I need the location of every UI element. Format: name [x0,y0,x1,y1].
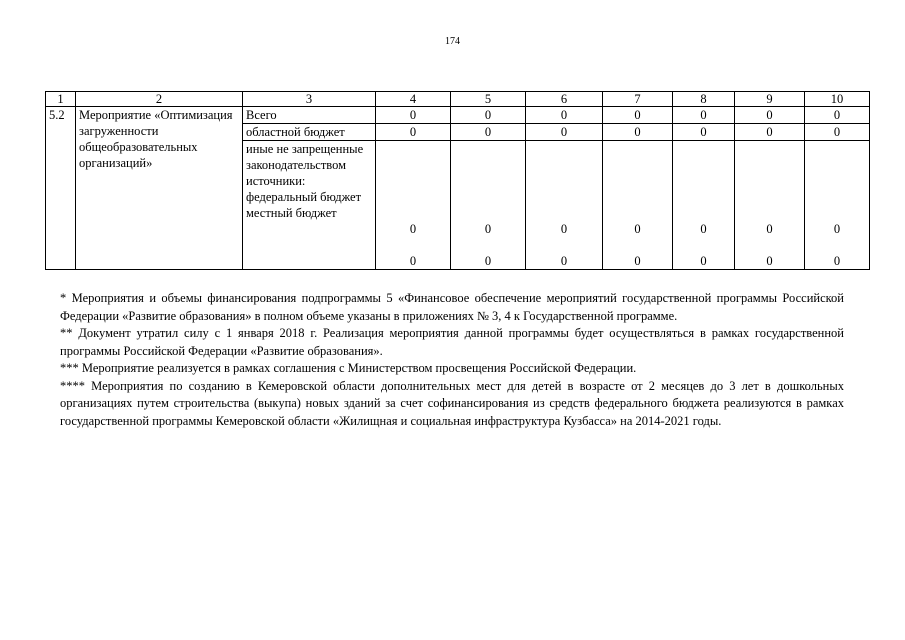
value-cell: 0 [673,124,735,141]
header-cell: 10 [805,92,870,107]
page-number: 174 [445,36,460,47]
value-cell: 0 [735,107,805,124]
value-cell: 0 [603,107,673,124]
measure-name: Мероприятие «Оптимизация загруженности общеобразовательных организаций» [76,107,243,270]
footnote: **** Мероприятия по созданию в Кемеровской области дополнительных мест для детей в возрасте от 2 месяцев до 3 лет в дошкольных организациях путем строительства (выкупа) новых зданий за счет софинансирования из средств федерального бюджета реализуются в рамках государственной программы Кемеровской области «Жилищная и социальная инфраструктура Кузбасса» на 2014-2021 годы. [60,378,844,428]
value-text: 0 [634,222,641,236]
value-text: 0 [833,222,841,236]
footnote: ** Документ утратил силу с 1 января 2018 г. Реализация мероприятия данной программы будет осуществляться в рамках государственной программы Российской Федерации «Развитие образования». [60,326,844,358]
value-text: 0 [560,222,568,236]
value-cell: 0 [376,107,451,124]
value-cell: 0 [451,124,526,141]
source-label: областной бюджет [243,124,376,141]
table-row [46,107,870,124]
source-label: иные не запрещенные законодательством источники: [246,142,364,188]
value-text: 0 [766,222,773,236]
value-cell [805,141,870,270]
value-cell: 0 [805,107,870,124]
source-label: федеральный бюджет [246,190,362,204]
source-label: местный бюджет [246,206,337,220]
footnote: * Мероприятия и объемы финансирования подпрограммы 5 «Финансовое обеспечение мероприятий государственной программы Российской Федерации «Развитие образования» в полном объеме указаны в приложениях № 3, 4 к Государственной программе. [60,291,844,323]
value-cell [526,141,603,270]
value-text: 0 [409,254,417,268]
source-label: Всего [243,107,376,124]
value-cell: 0 [603,124,673,141]
value-cell: 0 [376,124,451,141]
source-label-group [243,141,376,270]
value-text: 0 [700,254,707,268]
row-id: 5.2 [46,107,76,270]
header-cell: 9 [735,92,805,107]
value-cell [451,141,526,270]
value-cell [735,141,805,270]
header-cell: 7 [603,92,673,107]
table-header-row [46,92,870,107]
header-cell: 2 [76,92,243,107]
value-cell: 0 [805,124,870,141]
header-cell: 1 [46,92,76,107]
value-cell: 0 [735,124,805,141]
value-text: 0 [560,254,568,268]
footnote: *** Мероприятие реализуется в рамках соглашения с Министерством просвещения Российской Федерации. [60,361,637,375]
value-cell: 0 [673,107,735,124]
value-cell [376,141,451,270]
budget-table [45,91,870,270]
header-cell: 6 [526,92,603,107]
value-text: 0 [700,222,707,236]
value-cell: 0 [526,107,603,124]
value-text: 0 [766,254,773,268]
value-cell [603,141,673,270]
value-text: 0 [484,254,492,268]
value-text: 0 [833,254,841,268]
header-cell: 4 [376,92,451,107]
value-cell: 0 [526,124,603,141]
header-cell: 5 [451,92,526,107]
value-cell: 0 [451,107,526,124]
value-cell [673,141,735,270]
footnotes [60,290,844,430]
value-text: 0 [634,254,641,268]
value-text: 0 [409,222,417,236]
header-cell: 3 [243,92,376,107]
header-cell: 8 [673,92,735,107]
value-text: 0 [484,222,492,236]
